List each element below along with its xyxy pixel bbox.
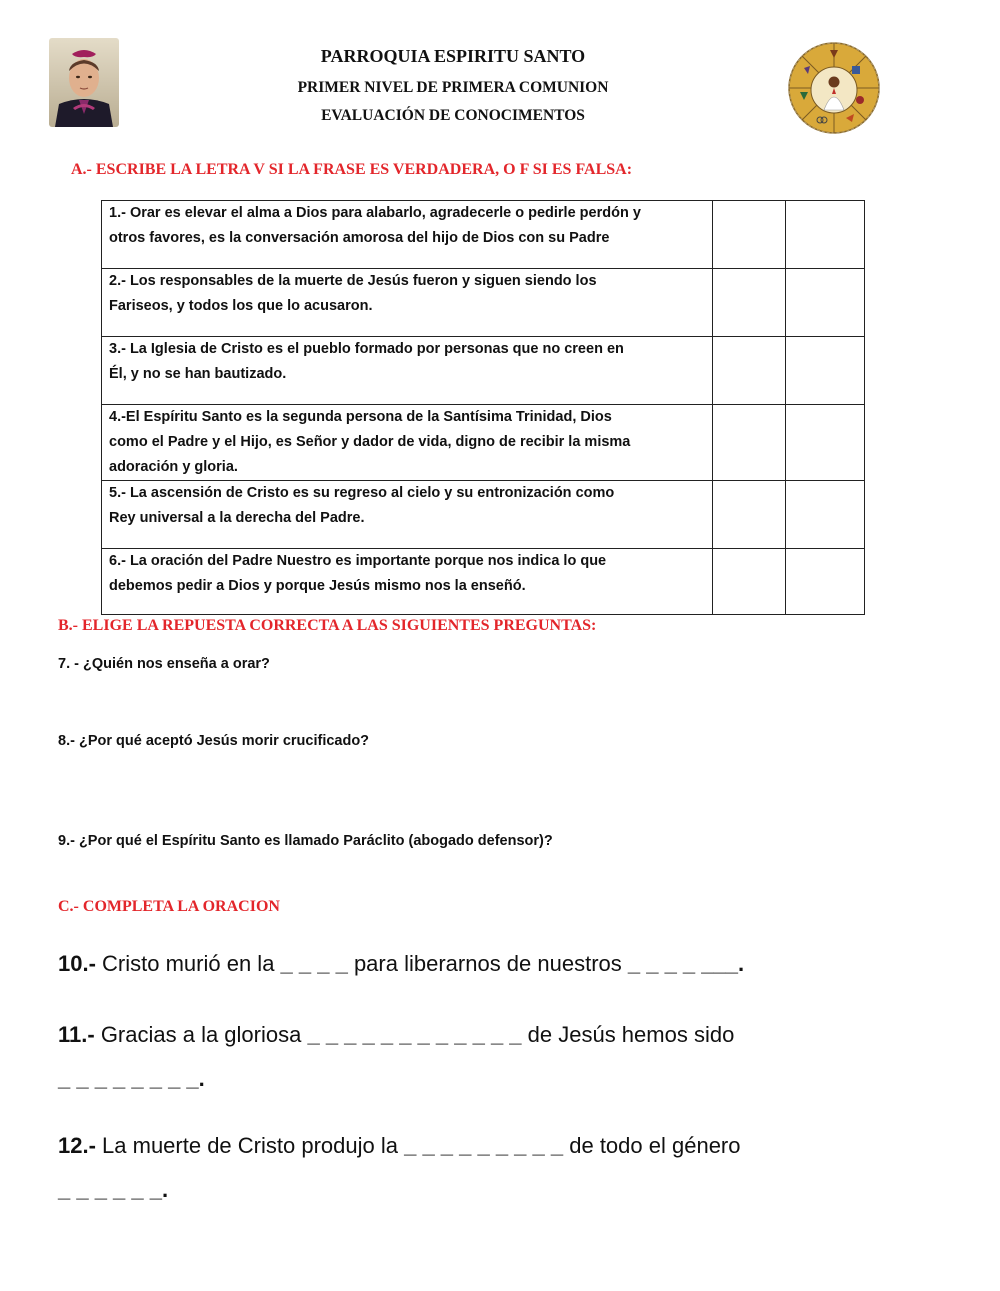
- question-12-text-b: de todo el género: [563, 1133, 741, 1158]
- statement-line: otros favores, es la conversación amorosa del hijo de Dios con su Padre: [109, 230, 610, 246]
- section-a-title: A.- ESCRIBE LA LETRA V SI LA FRASE ES VERDADERA, O F SI ES FALSA:: [71, 161, 633, 178]
- statement-line: Él, y no se han bautizado.: [109, 366, 287, 382]
- statement-cell: [102, 201, 713, 269]
- table-row: [102, 201, 865, 269]
- answer-cell-v[interactable]: [713, 481, 786, 549]
- question-11-continuation: [58, 1066, 205, 1092]
- section-c-title: C.- COMPLETA LA ORACION: [58, 898, 280, 915]
- answer-cell-v[interactable]: [713, 337, 786, 405]
- question-12-number: 12.-: [58, 1133, 96, 1158]
- statement-line: 3.- La Iglesia de Cristo es el pueblo formado por personas que no creen en: [109, 341, 624, 357]
- parish-title: PARROQUIA ESPIRITU SANTO: [320, 46, 586, 66]
- question-10-blank-2[interactable]: _ _ _ _ ___.: [627, 951, 745, 976]
- statement-line: Rey universal a la derecha del Padre.: [109, 510, 365, 526]
- question-10-text-b: para liberarnos de nuestros: [347, 951, 628, 976]
- statement-cell: [102, 549, 713, 615]
- question-11: [58, 1022, 734, 1048]
- question-7: 7. - ¿Quién nos enseña a orar?: [58, 656, 270, 672]
- table-row: [102, 269, 865, 337]
- level-subtitle: PRIMER NIVEL DE PRIMERA COMUNION: [297, 79, 609, 96]
- statement-line: 4.-El Espíritu Santo es la segunda persona de la Santísima Trinidad, Dios: [109, 409, 612, 425]
- statement-line: 1.- Orar es elevar el alma a Dios para alabarlo, agradecerle o pedirle perdón y: [109, 205, 641, 221]
- question-10-number: 10.-: [58, 951, 96, 976]
- question-11-number: 11.-: [58, 1022, 95, 1047]
- statement-cell: [102, 405, 713, 481]
- question-11-text-b: de Jesús hemos sido: [521, 1022, 735, 1047]
- answer-cell-f[interactable]: [786, 549, 865, 615]
- question-10: [58, 951, 744, 977]
- answer-cell-f[interactable]: [786, 337, 865, 405]
- section-b-title: B.- ELIGE LA REPUESTA CORRECTA A LAS SIGUIENTES PREGUNTAS:: [58, 617, 597, 634]
- question-12-text-a: La muerte de Cristo produjo la: [95, 1133, 405, 1158]
- true-false-table: [101, 200, 865, 615]
- statement-cell: [102, 337, 713, 405]
- question-9: 9.- ¿Por qué el Espíritu Santo es llamado Paráclito (abogado defensor)?: [58, 833, 553, 849]
- answer-cell-f[interactable]: [786, 405, 865, 481]
- statement-cell: [102, 269, 713, 337]
- sacraments-logo-image: [786, 40, 882, 136]
- question-12-blank-2[interactable]: _ _ _ _ _ _.: [58, 1177, 169, 1202]
- answer-cell-f[interactable]: [786, 269, 865, 337]
- question-11-blank-2[interactable]: _ _ _ _ _ _ _ _.: [58, 1066, 205, 1091]
- evaluation-subtitle: EVALUACIÓN DE CONOCIMENTOS: [321, 107, 585, 124]
- statement-line: como el Padre y el Hijo, es Señor y dador de vida, digno de recibir la misma: [109, 434, 631, 450]
- question-11-blank-1[interactable]: _ _ _ _ _ _ _ _ _ _ _ _: [307, 1022, 522, 1047]
- table-row: [102, 405, 865, 481]
- answer-cell-v[interactable]: [713, 201, 786, 269]
- answer-cell-f[interactable]: [786, 481, 865, 549]
- question-8: [58, 733, 369, 749]
- table-row: [102, 337, 865, 405]
- statement-line: 6.- La oración del Padre Nuestro es importante porque nos indica lo que: [109, 553, 607, 569]
- statement-cell: [102, 481, 713, 549]
- question-11-text-a: Gracias a la gloriosa: [94, 1022, 308, 1047]
- answer-cell-f[interactable]: [786, 201, 865, 269]
- question-12-continuation: [58, 1177, 168, 1203]
- statement-line: Fariseos, y todos los que lo acusaron.: [109, 298, 373, 314]
- question-10-blank-1[interactable]: _ _ _ _: [280, 951, 348, 976]
- statement-line: adoración y gloria.: [109, 459, 238, 475]
- table-row: [102, 549, 865, 615]
- question-12-blank-1[interactable]: _ _ _ _ _ _ _ _ _: [404, 1133, 564, 1158]
- question-8-number: 8: [58, 733, 67, 749]
- statement-line: 5.- La ascensión de Cristo es su regreso al cielo y su entronización como: [109, 485, 615, 501]
- question-10-text-a: Cristo murió en la: [95, 951, 281, 976]
- answer-cell-v[interactable]: [713, 269, 786, 337]
- statement-line: debemos pedir a Dios y porque Jesús mismo nos la enseñó.: [109, 578, 526, 594]
- statement-line: 2.- Los responsables de la muerte de Jesús fueron y siguen siendo los: [109, 273, 597, 289]
- table-row: [102, 481, 865, 549]
- question-12: [58, 1133, 741, 1159]
- answer-cell-v[interactable]: [713, 549, 786, 615]
- question-8-text: .- ¿Por qué aceptó Jesús morir crucificado?: [66, 733, 370, 749]
- answer-cell-v[interactable]: [713, 405, 786, 481]
